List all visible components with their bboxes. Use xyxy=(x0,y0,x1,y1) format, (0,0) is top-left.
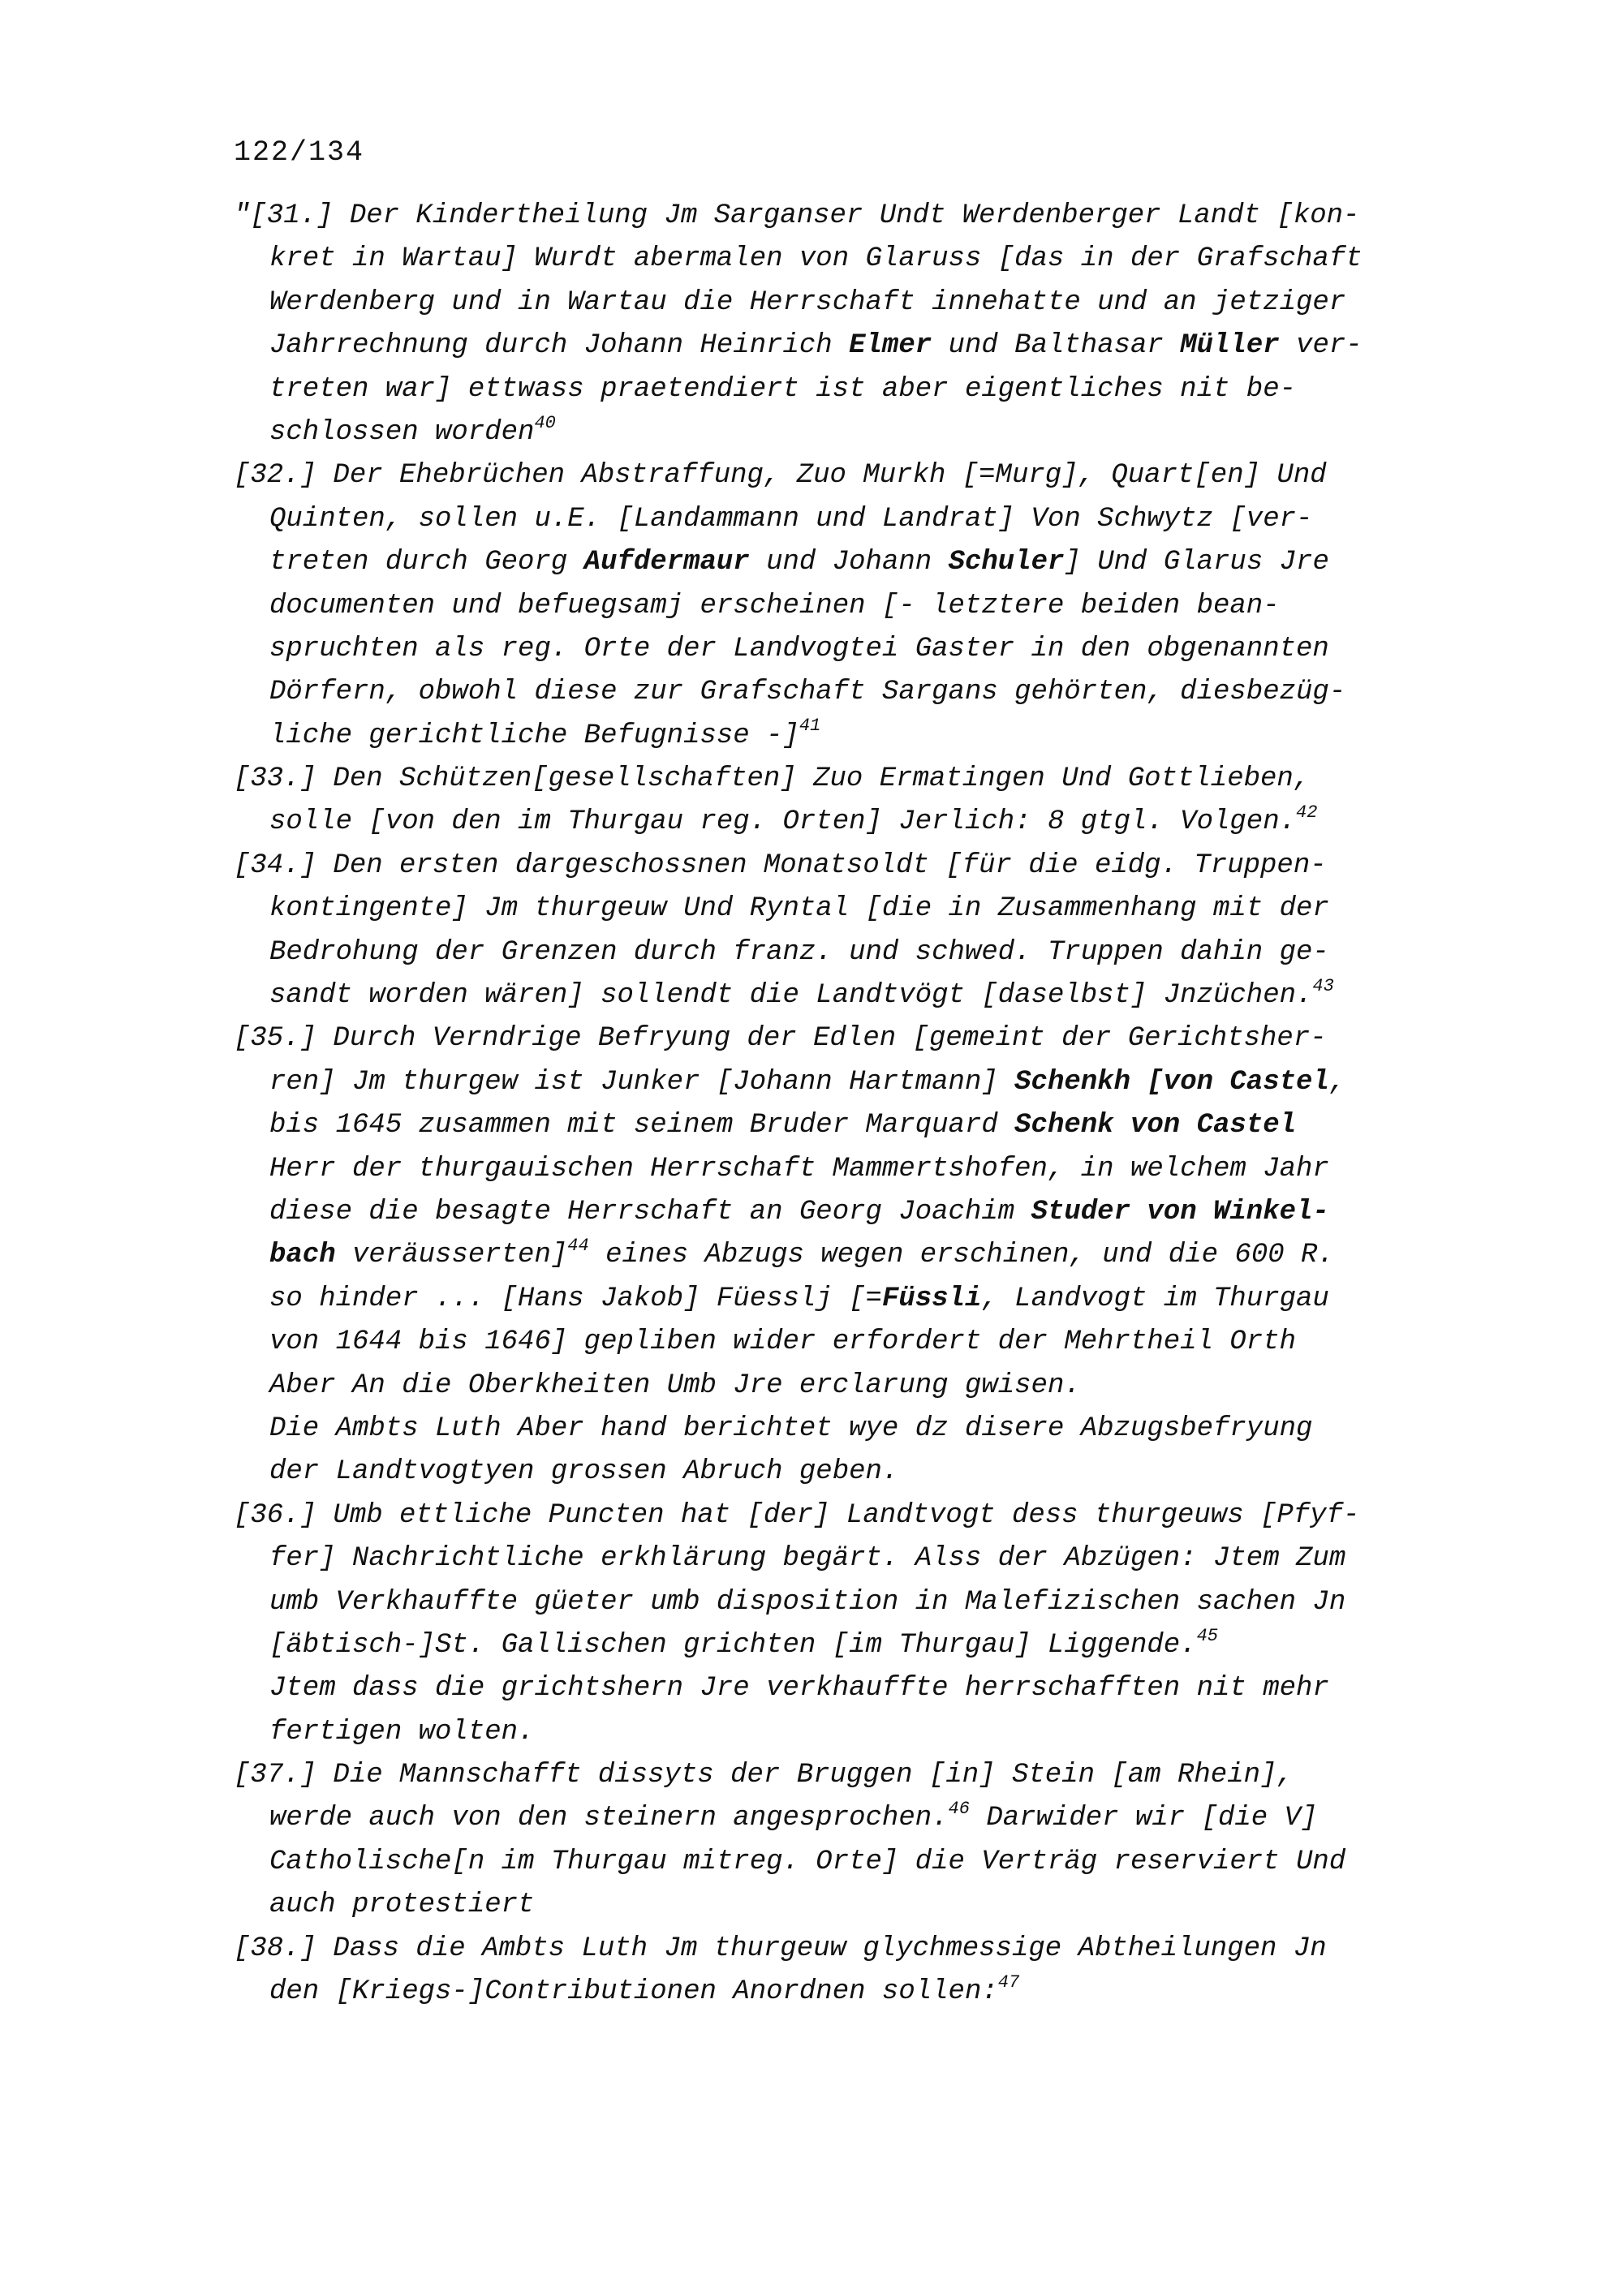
entry-line: [34.] Den ersten dargeschossnen Monatsoldt [für die eidg. Truppen- xyxy=(234,849,1327,881)
entry-32 xyxy=(234,454,1500,758)
entry-line: Quinten, sollen u.E. [Landammann und Landrat] Von Schwytz [ver- xyxy=(269,503,1313,535)
entry-line: Die Ambts Luth Aber hand berichtet wye dz disere Abzugsbefryung xyxy=(269,1412,1313,1444)
entry-line: "[31.] Der Kindertheilung Jm Sarganser Undt Werdenberger Landt [kon- xyxy=(234,200,1360,231)
entry-line: [37.] Die Mannschafft dissyts der Bruggen [in] Stein [am Rhein], xyxy=(234,1760,1294,1791)
entry-line: Dörfern, obwohl diese zur Grafschaft Sargans gehörten, diesbezüg- xyxy=(269,677,1346,708)
entry-line: [32.] Der Ehebrüchen Abstraffung, Zuo Murkh [=Murg], Quart[en] Und xyxy=(234,460,1327,492)
entry-line: von 1644 bis 1646] gepliben wider erfordert der Mehrtheil Orth xyxy=(269,1326,1297,1358)
entry-line: [36.] Umb ettliche Puncten hat [der] Landtvogt dess thurgeuws [Pfyf- xyxy=(234,1499,1360,1531)
entry-line: der Landtvogtyen grossen Abruch geben. xyxy=(269,1456,899,1488)
entries-list xyxy=(234,195,1500,2014)
entry-line: bis 1645 zusammen mit seinem Bruder Marquard Schenk von Castel xyxy=(269,1110,1297,1142)
page-number: 122/134 xyxy=(234,136,365,169)
entry-line: Jahrrechnung durch Johann Heinrich Elmer und Balthasar Müller ver- xyxy=(269,330,1363,362)
entry-line: documenten und befuegsamj erscheinen [- letztere beiden bean- xyxy=(269,590,1280,621)
entry-34 xyxy=(234,845,1500,1018)
entry-line: Herr der thurgauischen Herrschaft Mammertshofen, in welchem Jahr xyxy=(269,1153,1329,1185)
entry-33 xyxy=(234,758,1500,845)
entry-line: Aber An die Oberkheiten Umb Jre erclarung gwisen. xyxy=(269,1369,1081,1401)
entry-line: kontingente] Jm thurgeuw Und Ryntal [die in Zusammenhang mit der xyxy=(269,893,1329,925)
entry-line: sandt worden wären] sollendt die Landtvögt [daselbst] Jnzüchen.$^{43}$ xyxy=(269,975,1334,1012)
entry-37 xyxy=(234,1754,1500,1928)
entry-line: fer] Nachrichtliche erkhlärung begärt. Alss der Abzügen: Jtem Zum xyxy=(269,1543,1346,1575)
entry-31 xyxy=(234,195,1500,454)
entry-line: solle [von den im Thurgau reg. Orten] Jerlich: 8 gtgl. Volgen.$^{42}$ xyxy=(269,802,1318,838)
entry-line: umb Verkhauffte güeter umb disposition in Malefizischen sachen Jn xyxy=(269,1586,1346,1618)
entry-line: treten durch Georg Aufdermaur und Johann Schuler] Und Glarus Jre xyxy=(269,547,1329,578)
entry-line: fertigen wolten. xyxy=(269,1716,535,1748)
entry-line: den [Kriegs-]Contributionen Anordnen sollen:$^{47}$ xyxy=(269,1971,1020,2008)
entry-line: auch protestiert xyxy=(269,1890,535,1921)
entry-line: [35.] Durch Verndrige Befryung der Edlen [gemeint der Gerichtsher- xyxy=(234,1023,1327,1055)
entry-line: Jtem dass die grichtshern Jre verkhauffte herrschafften nit mehr xyxy=(269,1673,1329,1705)
entry-line: werde auch von den steinern angesprochen.$^{46}$ Darwider wir [die V] xyxy=(269,1799,1318,1834)
entry-line: Werdenberg und in Wartau die Herrschaft innehatte und an jetziger xyxy=(269,286,1346,318)
entry-line: ren] Jm thurgew ist Junker [Johann Hartmann] Schenkh [von Castel, xyxy=(269,1066,1346,1098)
entry-line: treten war] ettwass praetendiert ist aber eigentliches nit be- xyxy=(269,373,1297,405)
entry-line: kret in Wartau] Wurdt abermalen von Glaruss [das in der Grafschaft xyxy=(269,243,1363,275)
entry-line: bach veräusserten]$^{44}$ eines Abzugs wegen erschinen, und die 600 R. xyxy=(269,1236,1334,1271)
entry-line: [äbtisch-]St. Gallischen grichten [im Thurgau] Liggende.$^{45}$ xyxy=(269,1625,1218,1661)
entry-35 xyxy=(234,1017,1500,1494)
entry-line: liche gerichtliche Befugnisse -]$^{41}$ xyxy=(269,716,821,751)
entry-line: [33.] Den Schützen[gesellschaften] Zuo Ermatingen Und Gottlieben, xyxy=(234,763,1311,795)
entry-line: diese die besagte Herrschaft an Georg Joachim Studer von Winkel- xyxy=(269,1196,1329,1228)
entry-line: [38.] Dass die Ambts Luth Jm thurgeuw glychmessige Abtheilungen Jn xyxy=(234,1933,1327,1964)
entry-38 xyxy=(234,1928,1500,2014)
entry-line: so hinder ... [Hans Jakob] Füesslj [=Füssli, Landvogt im Thurgau xyxy=(269,1283,1329,1314)
entry-line: schlossen worden$^{40}$ xyxy=(269,412,556,448)
entry-line: Bedrohung der Grenzen durch franz. und schwed. Truppen dahin ge- xyxy=(269,936,1329,968)
entry-line: Catholische[n im Thurgau mitreg. Orte] die Verträg reserviert Und xyxy=(269,1846,1346,1877)
entry-36 xyxy=(234,1494,1500,1754)
entry-line: spruchten als reg. Orte der Landvogtei Gaster in den obgenannten xyxy=(269,633,1329,664)
